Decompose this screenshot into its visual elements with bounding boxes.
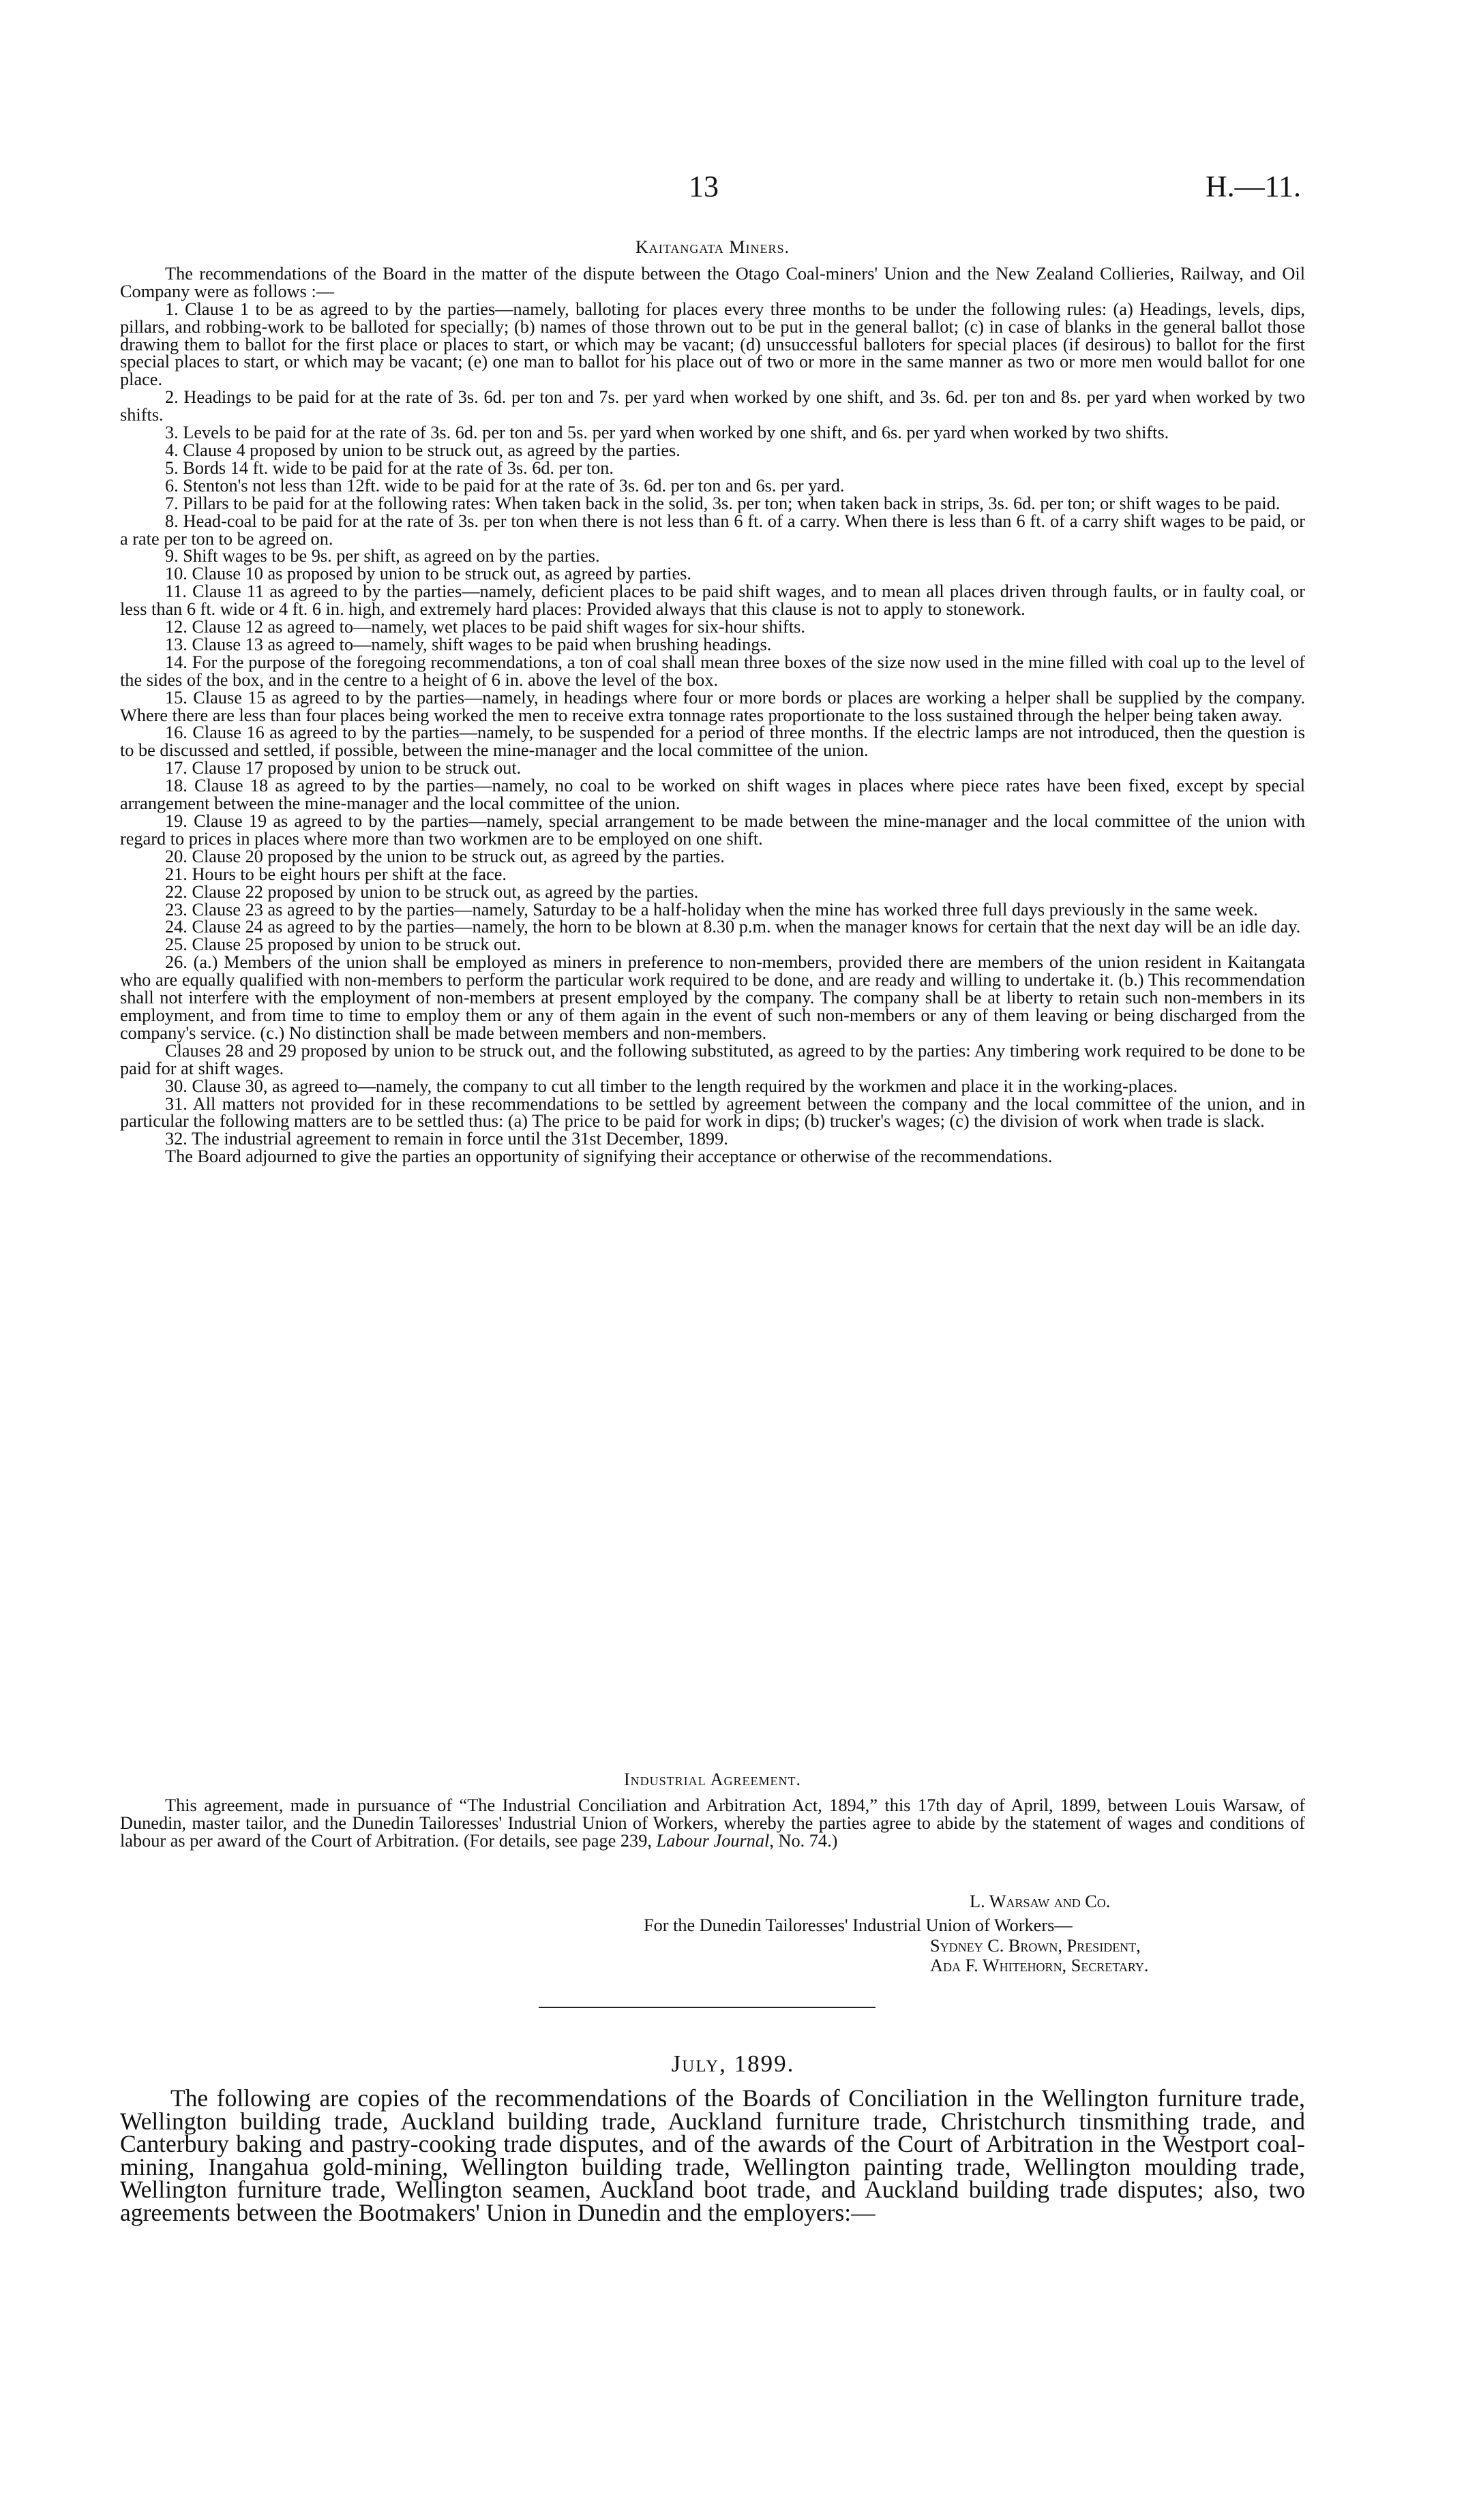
clause-paragraph: 15. Clause 15 as agreed to by the parties—namely, in headings where four or more bords or places are working a helper shall be supplied by the company. Where there are less than four places being worked the men to receive extra tonnage rates proportionate to the loss sustained through the helper being taken away. [120,687,1305,725]
clause-paragraph: 1. Clause 1 to be as agreed to by the parties—namely, balloting for places every three months to be under the following rules: (a) Headings, levels, dips, pillars, and robbing-work to be balloted for specially; (b) names of those thrown out to be put in the general ballot; (c) in case of blanks in the general ballot those drawing them to ballot for the first place or places to start, or which may be vacant; (d) unsuccessful balloters for special places (if desirous) to ballot for the first special places to start, or which may be vacant; (e) one man to ballot for his place out of two or more in the same manner as two or more men would ballot for one place. [120,299,1305,390]
clause-paragraph: 23. Clause 23 as agreed to by the parties—namely, Saturday to be a half-holiday when the mine has worked three full days previously in the same week. [165,899,1258,920]
clause-paragraph: 18. Clause 18 as agreed to by the parties—namely, no coal to be worked on shift wages in places where piece rates have been fixed, except by special arrangement between the mine-manager and the local committee of the union. [120,776,1305,814]
clause-paragraph: 13. Clause 13 as agreed to—namely, shift wages to be paid when brushing headings. [165,634,772,654]
clause-paragraph: 2. Headings to be paid for at the rate of 3s. 6d. per ton and 7s. per yard when worked by one shift, and 3s. 6d. per ton and 8s. per yard when worked by two shifts. [120,387,1305,425]
signature-secretary: Ada F. Whitehorn, Secretary. [930,1956,1149,1975]
clause-paragraph: 4. Clause 4 proposed by union to be struck out, as agreed by the parties. [165,440,680,460]
clause-paragraph: 11. Clause 11 as agreed to by the parties—namely, deficient places to be paid shift wages, and to mean all places driven through faults, or in faulty coal, or less than 6 ft. wide or 4 ft. 6 in. high, and extremely hard places: Provided always that this clause is not to apply to stonework. [120,581,1305,620]
section-divider [539,2007,876,2008]
document-reference: H.—11. [1205,170,1301,203]
clause-paragraph: Clauses 28 and 29 proposed by union to be struck out, and the following substituted, as agreed to by the parties: Any timbering work required to be done to be paid for at shift wages. [120,1040,1305,1078]
page-number: 13 [689,170,719,203]
clause-paragraph: 26. (a.) Members of the union shall be employed as miners in preference to non-members, provided there are members of the union resident in Kaitangata who are equally qualified with non-members to perform the particular work required to be done, and are ready and willing to undertake it. (b.) This recommendation shall not interfere with the employment of non-members at present employed by the company. The company shall be at liberty to retain such non-members in its employment, and from time to time to employ them or any of them again in the event of such non-members or any of them leaving or being discharged from the company's service. (c.) No distinction shall be made between members and non-members. [120,952,1305,1043]
july-section [120,2084,1305,2226]
agreement-text-end: , No. 74.) [769,1830,838,1851]
clause-paragraph: The recommendations of the Board in the matter of the dispute between the Otago Coal-miners' Union and the New Zealand Collieries, Railway, and Oil Company were as follows :— [120,263,1305,301]
clause-paragraph: 6. Stenton's not less than 12ft. wide to be paid for at the rate of 3s. 6d. per ton and 6s. per yard. [165,475,845,496]
section-heading-agreement: Industrial Agreement. [624,1770,801,1789]
kaitangata-section [120,239,1305,1166]
clause-paragraph: 25. Clause 25 proposed by union to be struck out. [165,935,522,955]
clause-paragraph: 20. Clause 20 proposed by the union to be struck out, as agreed by the parties. [165,846,725,866]
clause-paragraph: 5. Bords 14 ft. wide to be paid for at the rate of 3s. 6d. per ton. [165,457,614,478]
clause-paragraph: 17. Clause 17 proposed by union to be struck out. [165,758,522,778]
clause-paragraph: 21. Hours to be eight hours per shift at the face. [165,864,507,884]
signature-president: Sydney C. Brown, President, [930,1936,1141,1956]
clause-paragraph: 9. Shift wages to be 9s. per shift, as agreed on by the parties. [165,546,600,566]
section-heading-kaitangata: Kaitangata Miners. [635,237,790,257]
page-header [0,169,1466,210]
clause-paragraph: 24. Clause 24 as agreed to by the parties—namely, the horn to be blown at 8.30 p.m. when the manager knows for certain that the next day will be an idle day. [165,917,1301,937]
clause-paragraph: 7. Pillars to be paid for at the following rates: When taken back in the solid, 3s. per ton; when taken back in strips, 3s. 6d. per ton; or shift wages to be paid. [165,493,1281,513]
clause-paragraph: 8. Head-coal to be paid for at the rate of 3s. per ton when there is not less than 6 ft. of a carry. When there is less than 6 ft. of a carry shift wages to be paid, or a rate per ton to be agreed on. [120,511,1305,549]
signature-union: For the Dunedin Tailoresses' Industrial Union of Workers— [644,1915,1073,1935]
clause-paragraph: 19. Clause 19 as agreed to by the parties—namely, special arrangement to be made between the mine-manager and the local committee of the union with regard to prices in places where more than two workmen are to be employed on one shift. [120,811,1305,849]
clause-paragraph: 32. The industrial agreement to remain in force until the 31st December, 1899. [165,1129,728,1149]
agreement-text: This agreement, made in pursuance of “The Industrial Conciliation and Arbitration Act, 1894,” this 17th day of April, 1899, between Louis Warsaw, of Dunedin, master tailor, and the Dunedin Tailoresses' Industrial Union of Workers, whereby the parties agree to abide by the statement of wages and conditions of labour as per award of the Court of Arbitration. (For details, see page 239, [120,1795,1305,1851]
clause-paragraph: 31. All matters not provided for in these recommendations to be settled by agreement between the company and the local committee of the union, and in particular the following matters are to be settled thus: (a) The price to be paid for work in dips; (b) trucker's wages; (c) the division of work when trade is slack. [120,1093,1305,1132]
section-heading-july: July, 1899. [671,2050,795,2077]
agreement-italic-ref: Labour Journal [656,1830,770,1851]
signature-company: L. Warsaw and Co. [970,1892,1111,1911]
clause-paragraph: 16. Clause 16 as agreed to by the parties—namely, to be suspended for a period of three months. If the electric lamps are not introduced, then the question is to be discussed and settled, if possible, between the mine-manager and the local committee of the union. [120,723,1305,761]
industrial-agreement-section [120,1771,1305,1850]
july-paragraph: The following are copies of the recommendations of the Boards of Conciliation in the Wellington furniture trade, Wellington building trade, Auckland building trade, Auckland furniture trade, Christchurch tinsmithing trade, and Canterbury baking and pastry-cooking trade disputes, and of the awards of the Court of Arbitration in the Westport coal-mining, Inangahua gold-mining, Wellington building trade, Wellington painting trade, Wellington moulding trade, Wellington furniture trade, Wellington seamen, Auckland boot trade, and Auckland building trade disputes; also, two agreements between the Bootmakers' Union in Dunedin and the employers:— [120,2084,1305,2226]
clause-paragraph: 30. Clause 30, as agreed to—namely, the company to cut all timber to the length required by the workmen and place it in the working-places. [165,1076,1178,1096]
clause-paragraph: 22. Clause 22 proposed by union to be struck out, as agreed by the parties. [165,881,699,902]
kaitangata-paragraphs [120,265,1305,1166]
clause-paragraph: The Board adjourned to give the parties an opportunity of signifying their acceptance or otherwise of the recommendations. [165,1147,1053,1167]
clause-paragraph: 10. Clause 10 as proposed by union to be struck out, as agreed by parties. [165,564,691,584]
clause-paragraph: 12. Clause 12 as agreed to—namely, wet places to be paid shift wages for six-hour shifts. [165,617,805,637]
clause-paragraph: 14. For the purpose of the foregoing recommendations, a ton of coal shall mean three boxes of the size now used in the mine filled with coal up to the level of the sides of the box, and in the centre to a height of 6 in. above the level of the box. [120,652,1305,690]
clause-paragraph: 3. Levels to be paid for at the rate of 3s. 6d. per ton and 5s. per yard when worked by one shift, and 6s. per yard when worked by two shifts. [165,423,1169,443]
agreement-paragraph [120,1797,1305,1850]
